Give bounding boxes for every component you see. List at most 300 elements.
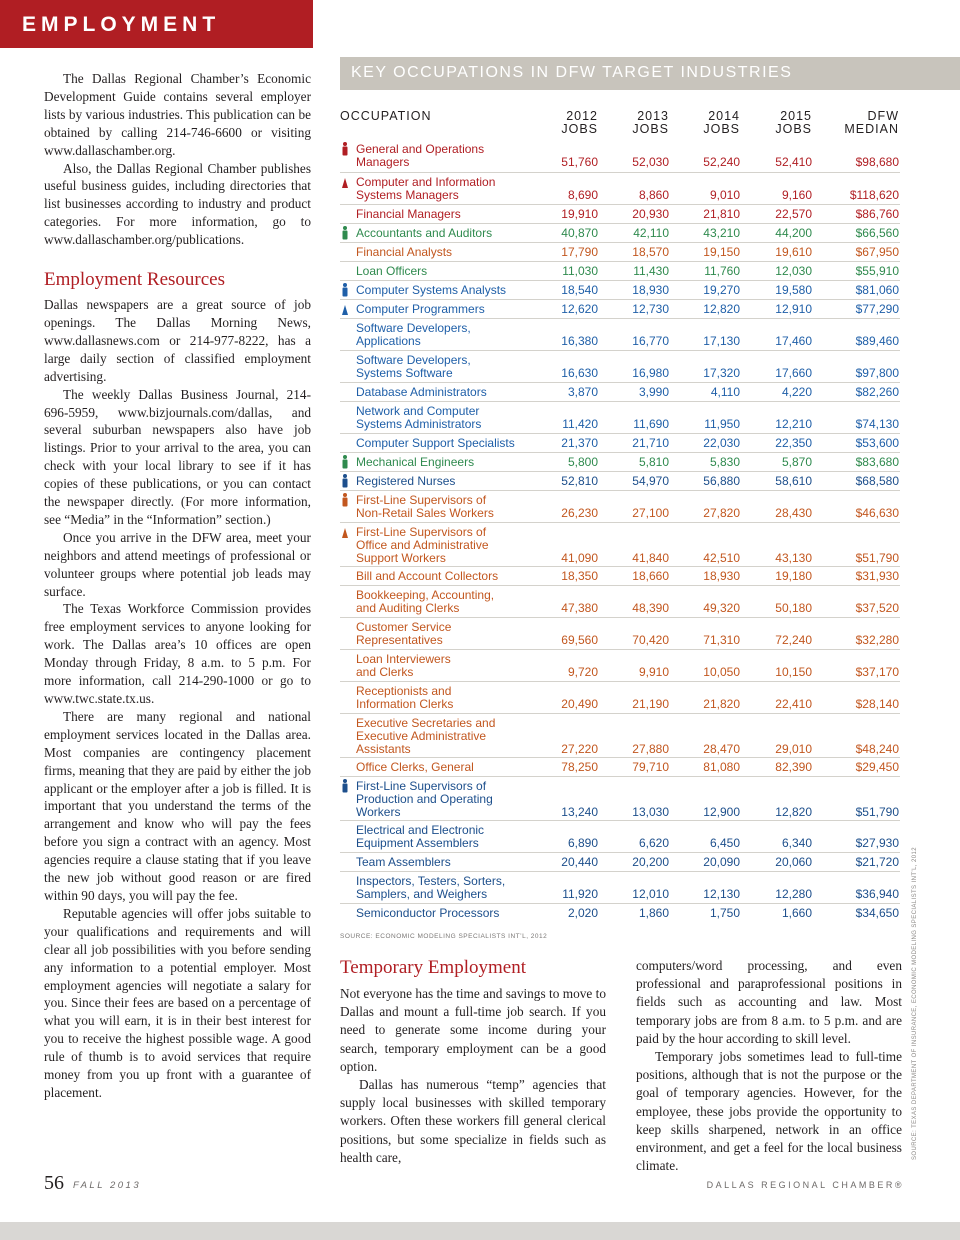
value-2013: 52,030 bbox=[632, 155, 669, 169]
value-2013: 79,710 bbox=[632, 760, 669, 774]
occupation-name-line: Executive Secretaries and bbox=[356, 716, 496, 730]
header-2012-label: JOBS bbox=[561, 122, 598, 136]
resources-paragraph-1: Dallas newspapers are a great source of job openings. The Dallas Morning News, www.dallasnews.com or 214-977-8222, has a large daily section of classified employment advertising. bbox=[44, 297, 311, 384]
value-2013: 16,980 bbox=[632, 366, 669, 380]
value-2012: 3,870 bbox=[567, 385, 598, 399]
value-2013: 8,860 bbox=[638, 188, 669, 202]
value-median: $83,680 bbox=[855, 455, 899, 469]
value-2015: 28,430 bbox=[775, 506, 812, 520]
occupation-name-line: Applications bbox=[356, 334, 421, 348]
value-2013: 20,200 bbox=[632, 855, 669, 869]
occupation-name-line: Computer Systems Analysts bbox=[356, 283, 507, 297]
temporary-paragraph-3: computers/word processing, and even professional and paraprofessional positions in fields such as accounting and law. Most temporary jobs are from 8 a.m. to 5 p.m. and are paid by the hour according to skill level. bbox=[636, 958, 902, 1046]
value-2013: 9,910 bbox=[638, 665, 669, 679]
value-2014: 4,110 bbox=[710, 385, 740, 399]
value-2012: 11,420 bbox=[562, 417, 598, 431]
value-2014: 52,240 bbox=[703, 155, 740, 169]
value-median: $53,600 bbox=[855, 436, 899, 450]
value-2012: 52,810 bbox=[561, 474, 598, 488]
value-2014: 21,820 bbox=[703, 697, 740, 711]
value-2013: 18,570 bbox=[632, 245, 669, 259]
table-row bbox=[340, 490, 900, 522]
occupation-name-line: Bookkeeping, Accounting, bbox=[356, 588, 495, 602]
occupation-name bbox=[356, 494, 494, 520]
occupation-name-line: Database Administrators bbox=[356, 385, 487, 399]
value-2015: 50,180 bbox=[775, 601, 812, 615]
temporary-right-column bbox=[636, 957, 902, 1175]
value-median: $36,940 bbox=[855, 887, 899, 901]
occupation-name-line: Computer Programmers bbox=[356, 302, 485, 316]
occupation-name bbox=[356, 621, 451, 647]
value-2015: 44,200 bbox=[775, 226, 812, 240]
occupation-name-line: Executive Administrative bbox=[356, 729, 487, 743]
value-2012: 9,720 bbox=[567, 665, 598, 679]
person-icon bbox=[341, 302, 349, 316]
table-row bbox=[340, 757, 900, 776]
table-row bbox=[340, 318, 900, 350]
occupation-name bbox=[356, 265, 427, 278]
temporary-left-column bbox=[340, 957, 606, 1167]
table-row bbox=[340, 204, 900, 223]
value-2012: 40,870 bbox=[561, 226, 598, 240]
value-2013: 27,100 bbox=[632, 506, 669, 520]
value-2012: 5,800 bbox=[567, 455, 598, 469]
occupation-name-line: Software Developers, bbox=[356, 321, 471, 335]
value-2012: 21,370 bbox=[561, 436, 598, 450]
occupation-name bbox=[356, 570, 498, 583]
table-row bbox=[340, 280, 900, 299]
header-2014-label: JOBS bbox=[703, 122, 740, 136]
value-median: $21,720 bbox=[855, 855, 899, 869]
header-2015-year: 2015 bbox=[780, 109, 812, 123]
value-median: $74,130 bbox=[855, 417, 899, 431]
occupation-name bbox=[356, 761, 474, 774]
value-2012: 6,890 bbox=[567, 836, 598, 850]
occupation-name bbox=[356, 386, 487, 399]
temporary-paragraph-4: Temporary jobs sometimes lead to full-time positions, although that is not the purpose or the goal of temporary agencies. However, for the employee, these jobs provide the opportunity to keep skills sharpened, network in an office environment, and get a feel for the local business climate. bbox=[636, 1049, 902, 1174]
occupation-name-line: Network and Computer bbox=[356, 404, 480, 418]
value-2014: 9,010 bbox=[709, 188, 740, 202]
value-2014: 5,830 bbox=[709, 455, 740, 469]
value-median: $68,580 bbox=[855, 474, 899, 488]
header-2013-year: 2013 bbox=[637, 109, 669, 123]
occupation-name-line: Equipment Assemblers bbox=[356, 836, 479, 850]
header-median-label: MEDIAN bbox=[844, 122, 899, 136]
value-2014: 11,950 bbox=[704, 417, 740, 431]
table-row bbox=[340, 452, 900, 471]
value-median: $48,240 bbox=[855, 742, 899, 756]
occupation-name-line: Systems Managers bbox=[356, 188, 459, 202]
occupation-name-line: Registered Nurses bbox=[356, 474, 456, 488]
temporary-paragraph-2: Dallas has numerous “temp” agencies that supply local businesses with skilled temporary workers. Often these workers fill general clerical positions, but some specialize in fields such as health care, bbox=[340, 1077, 606, 1165]
occupation-name-line: Customer Service bbox=[356, 620, 452, 634]
value-2014: 42,510 bbox=[703, 551, 740, 565]
value-2013: 21,190 bbox=[632, 697, 669, 711]
table-row bbox=[340, 172, 900, 204]
occupation-name-line: and Clerks bbox=[356, 665, 414, 679]
value-2013: 27,880 bbox=[632, 742, 669, 756]
value-2014: 6,450 bbox=[709, 836, 740, 850]
table-row bbox=[340, 681, 900, 713]
occupation-name-line: Inspectors, Testers, Sorters, bbox=[356, 874, 506, 888]
person-icon bbox=[341, 175, 349, 189]
value-2012: 11,920 bbox=[562, 887, 598, 901]
occupation-name bbox=[356, 526, 489, 565]
intro-paragraph-1: The Dallas Regional Chamber’s Economic Development Guide contains several employer lists by various industries. This publication can be obtained by calling 214-746-6600 or visiting www.dallaschamber.org. bbox=[44, 71, 311, 158]
occupation-name-line: Production and Operating bbox=[356, 792, 493, 806]
person-icon bbox=[341, 226, 349, 240]
header-2015 bbox=[754, 110, 812, 136]
table-row bbox=[340, 350, 900, 382]
header-occupation: OCCUPATION bbox=[340, 109, 432, 123]
header-2014 bbox=[682, 110, 740, 136]
occupation-name-line: First-Line Supervisors of bbox=[356, 493, 487, 507]
value-2012: 47,380 bbox=[561, 601, 598, 615]
value-2014: 71,310 bbox=[703, 633, 740, 647]
value-2015: 19,610 bbox=[775, 245, 812, 259]
occupation-name-line: Managers bbox=[356, 155, 410, 169]
occupation-name-line: Systems Software bbox=[356, 366, 453, 380]
value-2014: 12,900 bbox=[703, 805, 740, 819]
table-row bbox=[340, 299, 900, 318]
occupation-name bbox=[356, 246, 452, 259]
occupation-name-line: Systems Administrators bbox=[356, 417, 482, 431]
value-2014: 12,130 bbox=[703, 887, 740, 901]
value-2014: 49,320 bbox=[703, 601, 740, 615]
resources-paragraph-2: The weekly Dallas Business Journal, 214-696-5959, www.bizjournals.com/dallas, and several suburban newspapers also have job listings. Prior to your arrival to the area, you can check with your local library to see if it has copies of these publications, or you can contact the newspaper directly. (For more information, see “Media” in the “Information” section.) bbox=[44, 386, 311, 527]
value-2013: 16,770 bbox=[632, 334, 669, 348]
value-2013: 12,010 bbox=[632, 887, 669, 901]
occupation-name-line: Support Workers bbox=[356, 551, 446, 565]
person-icon bbox=[341, 525, 349, 539]
value-median: $28,140 bbox=[855, 697, 899, 711]
table-row bbox=[340, 585, 900, 617]
occupation-name bbox=[356, 780, 493, 819]
occupation-name-line: Team Assemblers bbox=[356, 855, 451, 869]
value-2013: 41,840 bbox=[632, 551, 669, 565]
table-row bbox=[340, 852, 900, 871]
value-median: $46,630 bbox=[855, 506, 899, 520]
value-median: $34,650 bbox=[855, 906, 899, 920]
occupation-name bbox=[356, 685, 453, 711]
value-2012: 17,790 bbox=[561, 245, 598, 259]
resources-paragraph-4: The Texas Workforce Commission provides free employment services to anyone looking for work. The Dallas area’s 10 offices are open Monday through Friday, 8 a.m. to 5 p.m. For more information, call 214-290-1000 or go to www.twc.state.tx.us. bbox=[44, 601, 311, 706]
intro-paragraph-2: Also, the Dallas Regional Chamber publishes useful business guides, including directories that list businesses according to industry and product categories. For more information, go to www.dallaschamber.org/publications. bbox=[44, 160, 311, 248]
value-2015: 1,660 bbox=[781, 906, 812, 920]
table-row bbox=[340, 713, 900, 757]
value-2012: 11,030 bbox=[562, 264, 598, 278]
value-median: $82,260 bbox=[855, 385, 899, 399]
value-2015: 82,390 bbox=[775, 760, 812, 774]
header-2015-label: JOBS bbox=[775, 122, 812, 136]
occupation-name-line: Mechanical Engineers bbox=[356, 455, 475, 469]
occupation-name bbox=[356, 284, 506, 297]
header-2012-year: 2012 bbox=[566, 109, 598, 123]
vertical-source-note: SOURCE: TEXAS DEPARTMENT OF INSURANCE, ECONOMIC MODELING SPECIALISTS INT’L, 2012 bbox=[912, 847, 918, 1160]
occupation-name bbox=[356, 875, 505, 901]
table-source-note: SOURCE: ECONOMIC MODELING SPECIALISTS INT’L, 2012 bbox=[340, 933, 548, 940]
value-2014: 27,820 bbox=[703, 506, 740, 520]
value-median: $51,790 bbox=[855, 805, 899, 819]
occupation-name bbox=[356, 824, 484, 850]
occupation-name bbox=[356, 322, 471, 348]
table-row bbox=[340, 566, 900, 585]
resources-paragraph-3: Once you arrive in the DFW area, meet your neighbors and attend meetings of professional or volunteer groups where potential job leads may surface. bbox=[44, 529, 311, 599]
value-2012: 8,690 bbox=[567, 188, 598, 202]
value-2014: 1,750 bbox=[709, 906, 740, 920]
value-2015: 12,910 bbox=[775, 302, 812, 316]
value-median: $29,450 bbox=[855, 760, 899, 774]
value-2012: 41,090 bbox=[561, 551, 598, 565]
value-2012: 20,490 bbox=[561, 697, 598, 711]
value-2015: 22,410 bbox=[775, 697, 812, 711]
value-median: $118,620 bbox=[849, 188, 899, 202]
occupation-name-line: and Auditing Clerks bbox=[356, 601, 460, 615]
table-row bbox=[340, 871, 900, 903]
value-2015: 17,460 bbox=[775, 334, 812, 348]
value-2013: 3,990 bbox=[638, 385, 669, 399]
value-2015: 72,240 bbox=[775, 633, 812, 647]
occupation-name bbox=[356, 405, 481, 431]
value-2012: 27,220 bbox=[561, 742, 598, 756]
header-2012 bbox=[540, 110, 598, 136]
table-row bbox=[340, 382, 900, 401]
person-icon bbox=[341, 474, 349, 488]
value-2013: 18,660 bbox=[632, 569, 669, 583]
table-row bbox=[340, 649, 900, 681]
table-row bbox=[340, 776, 900, 820]
value-2015: 5,870 bbox=[781, 455, 812, 469]
occupation-name-line: First-Line Supervisors of bbox=[356, 779, 487, 793]
header-median-top: DFW bbox=[867, 109, 899, 123]
occupation-table bbox=[340, 140, 900, 922]
occupation-name-line: Financial Analysts bbox=[356, 245, 453, 259]
person-icon bbox=[341, 283, 349, 297]
value-2015: 12,280 bbox=[775, 887, 812, 901]
header-median bbox=[820, 110, 899, 136]
value-2013: 12,730 bbox=[632, 302, 669, 316]
value-2015: 12,210 bbox=[775, 417, 812, 431]
value-2012: 12,620 bbox=[561, 302, 598, 316]
value-median: $37,170 bbox=[855, 665, 899, 679]
occupation-name-line: Electrical and Electronic bbox=[356, 823, 485, 837]
table-title: KEY OCCUPATIONS IN DFW TARGET INDUSTRIES bbox=[340, 57, 960, 90]
value-median: $77,290 bbox=[855, 302, 899, 316]
value-2015: 12,820 bbox=[775, 805, 812, 819]
occupation-name-line: Samplers, and Weighers bbox=[356, 887, 488, 901]
value-2014: 12,820 bbox=[703, 302, 740, 316]
resources-heading: Employment Resources bbox=[44, 269, 225, 291]
person-icon bbox=[341, 779, 349, 793]
occupation-name-line: Accountants and Auditors bbox=[356, 226, 493, 240]
value-2014: 81,080 bbox=[703, 760, 740, 774]
value-2015: 29,010 bbox=[775, 742, 812, 756]
value-2015: 58,610 bbox=[775, 474, 812, 488]
value-2015: 22,350 bbox=[775, 436, 812, 450]
occupation-name-line: First-Line Supervisors of bbox=[356, 525, 487, 539]
value-median: $86,760 bbox=[855, 207, 899, 221]
value-2015: 43,130 bbox=[775, 551, 812, 565]
temporary-heading: Temporary Employment bbox=[340, 957, 526, 978]
value-2013: 11,430 bbox=[633, 264, 669, 278]
occupation-name bbox=[356, 456, 474, 469]
occupation-name bbox=[356, 176, 495, 202]
value-2013: 5,810 bbox=[638, 455, 669, 469]
person-icon bbox=[341, 455, 349, 469]
value-2013: 42,110 bbox=[633, 226, 669, 240]
table-row bbox=[340, 223, 900, 242]
resources-paragraph-6: Reputable agencies will offer jobs suitable to your qualifications and requirements and will clear all job possibilities with you before sending any information to a potential employer. Most employment agencies will negotiate a salary for you. Since their fees are based on a percentage of what you will earn, it is in their best interest for you to receive the highest possible wage. A good rule of thumb is to avoid services that require money from you up front with a guarantee of placement. bbox=[44, 905, 311, 1100]
occupation-name-line: Financial Managers bbox=[356, 207, 461, 221]
table-row bbox=[340, 401, 900, 433]
value-2013: 1,860 bbox=[638, 906, 669, 920]
table-row bbox=[340, 242, 900, 261]
value-2015: 9,160 bbox=[781, 188, 812, 202]
value-2012: 20,440 bbox=[561, 855, 598, 869]
value-median: $32,280 bbox=[855, 633, 899, 647]
value-2013: 48,390 bbox=[632, 601, 669, 615]
table-row bbox=[340, 261, 900, 280]
occupation-name-line: Semiconductor Processors bbox=[356, 906, 500, 920]
occupation-name-line: Receptionists and bbox=[356, 684, 452, 698]
temporary-paragraph-1: Not everyone has the time and savings to move to Dallas and mount a full-time job search. If you need to generate some income during your search, temporary employment can be a good option. bbox=[340, 986, 606, 1074]
value-median: $97,800 bbox=[855, 366, 899, 380]
occupation-name bbox=[356, 717, 495, 756]
value-2012: 16,380 bbox=[561, 334, 598, 348]
bottom-band bbox=[0, 1222, 960, 1240]
occupation-name-line: Loan Officers bbox=[356, 264, 428, 278]
value-2014: 20,090 bbox=[703, 855, 740, 869]
occupation-name bbox=[356, 354, 471, 380]
value-2015: 52,410 bbox=[775, 155, 812, 169]
occupation-name bbox=[356, 208, 461, 221]
value-2013: 11,690 bbox=[633, 417, 669, 431]
value-2012: 2,020 bbox=[567, 906, 598, 920]
header-2013-label: JOBS bbox=[632, 122, 669, 136]
occupation-name-line: General and Operations bbox=[356, 142, 485, 156]
page-number: 56 bbox=[44, 1172, 64, 1194]
value-2012: 78,250 bbox=[561, 760, 598, 774]
occupation-name bbox=[356, 437, 515, 450]
value-2014: 28,470 bbox=[703, 742, 740, 756]
value-2012: 51,760 bbox=[561, 155, 598, 169]
value-2014: 19,150 bbox=[703, 245, 740, 259]
table-row bbox=[340, 471, 900, 490]
value-median: $66,560 bbox=[855, 226, 899, 240]
value-2014: 56,880 bbox=[703, 474, 740, 488]
value-2013: 6,620 bbox=[638, 836, 669, 850]
value-2013: 54,970 bbox=[632, 474, 669, 488]
occupation-name-line: Information Clerks bbox=[356, 697, 454, 711]
value-2014: 17,130 bbox=[703, 334, 740, 348]
occupation-name-line: Software Developers, bbox=[356, 353, 471, 367]
occupation-name-line: Assistants bbox=[356, 742, 411, 756]
value-2013: 18,930 bbox=[632, 283, 669, 297]
value-median: $51,790 bbox=[855, 551, 899, 565]
occupation-name-line: Office Clerks, General bbox=[356, 760, 474, 774]
value-median: $55,910 bbox=[855, 264, 899, 278]
table-row bbox=[340, 433, 900, 452]
value-2014: 43,210 bbox=[703, 226, 740, 240]
value-median: $37,520 bbox=[855, 601, 899, 615]
value-2012: 16,630 bbox=[561, 366, 598, 380]
person-icon bbox=[341, 493, 349, 507]
value-median: $89,460 bbox=[855, 334, 899, 348]
table-column-headers bbox=[340, 110, 900, 138]
occupation-name bbox=[356, 589, 494, 615]
occupation-name-line: Bill and Account Collectors bbox=[356, 569, 499, 583]
left-column bbox=[44, 70, 311, 1102]
occupation-name-line: Representatives bbox=[356, 633, 443, 647]
occupation-name-line: Workers bbox=[356, 805, 401, 819]
value-2012: 26,230 bbox=[561, 506, 598, 520]
resources-paragraph-5: There are many regional and national employment services located in the Dallas area. Most companies are contingency placement firms, meaning that they are paid by either the job applicant or the employer after a job is filled. It is important that you understand the terms of the arrangement and know who will pay the fees before you sign a contract with an agency. Most agencies require a clause stating that if you leave the new job without good reason or are fired within 90 days, you will pay the fee. bbox=[44, 708, 311, 903]
value-2015: 17,660 bbox=[775, 366, 812, 380]
value-2012: 13,240 bbox=[561, 805, 598, 819]
value-2012: 69,560 bbox=[561, 633, 598, 647]
value-2012: 19,910 bbox=[561, 207, 598, 221]
value-median: $27,930 bbox=[855, 836, 899, 850]
value-2014: 21,810 bbox=[703, 207, 740, 221]
occupation-name-line: Computer and Information bbox=[356, 175, 496, 189]
value-2014: 22,030 bbox=[703, 436, 740, 450]
value-median: $67,950 bbox=[855, 245, 899, 259]
occupation-name bbox=[356, 475, 455, 488]
table-row bbox=[340, 522, 900, 566]
value-2013: 20,930 bbox=[632, 207, 669, 221]
value-2015: 19,580 bbox=[775, 283, 812, 297]
value-2015: 19,180 bbox=[775, 569, 812, 583]
value-2015: 12,030 bbox=[775, 264, 812, 278]
header-2014-year: 2014 bbox=[708, 109, 740, 123]
value-2014: 17,320 bbox=[703, 366, 740, 380]
value-2012: 18,350 bbox=[561, 569, 598, 583]
value-2014: 10,050 bbox=[703, 665, 740, 679]
table-row bbox=[340, 820, 900, 852]
value-2015: 4,220 bbox=[781, 385, 812, 399]
occupation-name bbox=[356, 907, 499, 920]
table-row bbox=[340, 140, 900, 172]
occupation-name bbox=[356, 653, 451, 679]
occupation-name-line: Computer Support Specialists bbox=[356, 436, 515, 450]
value-2014: 19,270 bbox=[703, 283, 740, 297]
value-2014: 11,760 bbox=[704, 264, 740, 278]
value-2015: 6,340 bbox=[781, 836, 812, 850]
occupation-name-line: Office and Administrative bbox=[356, 538, 489, 552]
value-2013: 21,710 bbox=[632, 436, 669, 450]
person-icon bbox=[341, 142, 349, 156]
occupation-name-line: Non-Retail Sales Workers bbox=[356, 506, 494, 520]
value-median: $98,680 bbox=[855, 155, 899, 169]
value-median: $81,060 bbox=[855, 283, 899, 297]
value-2015: 22,570 bbox=[775, 207, 812, 221]
value-2012: 18,540 bbox=[561, 283, 598, 297]
value-2013: 13,030 bbox=[632, 805, 669, 819]
value-median: $31,930 bbox=[855, 569, 899, 583]
occupation-name bbox=[356, 856, 451, 869]
table-row bbox=[340, 903, 900, 922]
occupation-name-line: Loan Interviewers bbox=[356, 652, 451, 666]
occupation-name bbox=[356, 143, 484, 169]
table-row bbox=[340, 617, 900, 649]
value-2013: 70,420 bbox=[632, 633, 669, 647]
header-2013 bbox=[611, 110, 669, 136]
occupation-name bbox=[356, 303, 485, 316]
issue-season: FALL 2013 bbox=[73, 1180, 142, 1191]
value-2014: 18,930 bbox=[703, 569, 740, 583]
section-tab: EMPLOYMENT bbox=[0, 0, 313, 48]
value-2015: 20,060 bbox=[775, 855, 812, 869]
